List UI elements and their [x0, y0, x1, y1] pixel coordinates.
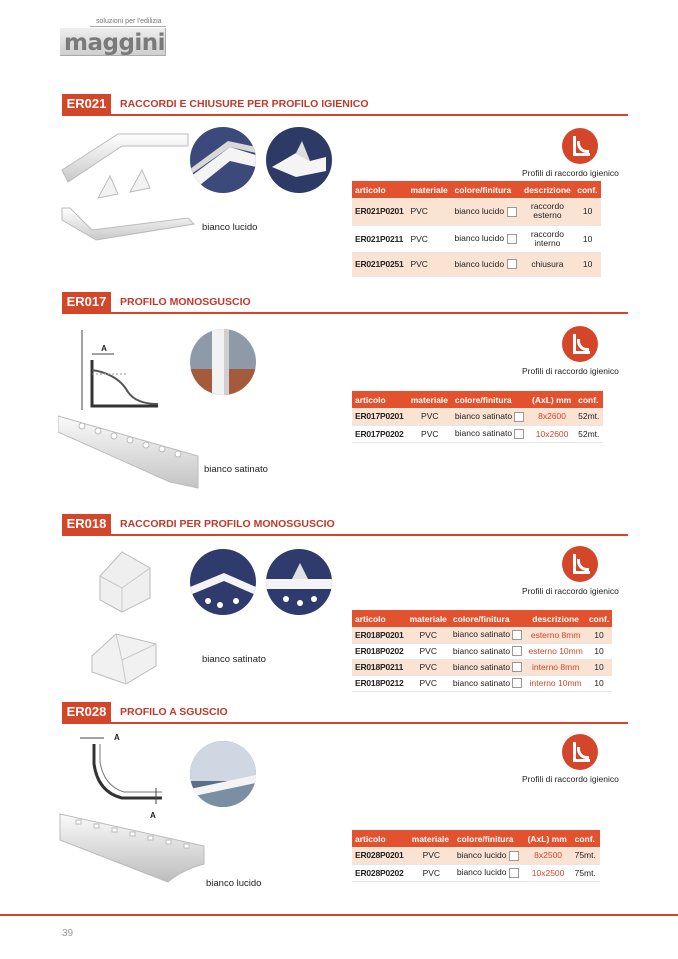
cell-colore — [454, 847, 525, 864]
cell-materiale: PVC — [407, 643, 450, 659]
cell-dimensioni: 8x2500 — [525, 847, 572, 864]
cell-materiale: PVC — [409, 864, 454, 881]
section-header-er018 — [62, 514, 628, 536]
cell-colore — [452, 425, 529, 442]
col-colore: colore/finitura — [454, 830, 525, 847]
col-articolo: articolo — [352, 181, 407, 198]
table-row — [352, 198, 601, 225]
cell-articolo: ER021P0211 — [352, 225, 407, 252]
color-swatch — [507, 234, 517, 244]
table-header — [352, 610, 612, 627]
cell-materiale: PVC — [407, 627, 450, 643]
table-header — [352, 391, 603, 408]
igienico-icon — [562, 128, 598, 164]
section-code: ER021 — [62, 94, 111, 114]
cell-conf: 10 — [574, 252, 601, 276]
color-swatch — [507, 259, 517, 269]
col-colore: colore/finitura — [450, 610, 526, 627]
er018-table — [352, 610, 612, 692]
er017-product-image — [58, 410, 204, 490]
color-swatch — [512, 678, 522, 688]
er021-finish-label: bianco lucido — [202, 222, 258, 233]
er018-photo-1 — [190, 549, 256, 615]
er017-photo — [190, 329, 256, 395]
igienico-label: Profili di raccordo igienico — [522, 168, 619, 178]
section-title: RACCORDI E CHIUSURE PER PROFILO IGIENICO — [120, 98, 369, 110]
cell-dimensioni: 10x2500 — [525, 864, 572, 881]
cell-colore — [450, 675, 526, 691]
cell-colore — [454, 864, 525, 881]
cell-colore-text: bianco satinato — [452, 629, 511, 640]
er028-finish-label: bianco lucido — [206, 878, 262, 889]
table-row — [352, 425, 603, 442]
cell-descrizione: esterno 8mm — [525, 627, 585, 643]
igienico-icon — [562, 546, 598, 582]
table-header — [352, 830, 600, 847]
cell-colore-text: bianco satinato — [452, 677, 511, 688]
desc-line-1: raccordo — [530, 228, 564, 239]
col-descrizione: descrizione — [521, 181, 575, 198]
section-rule — [62, 722, 628, 724]
cell-colore — [450, 627, 526, 643]
cell-colore-text: bianco lucido — [456, 867, 507, 878]
section-code: ER018 — [62, 514, 111, 534]
col-colore: colore/finitura — [452, 181, 521, 198]
cell-colore-text: bianco satinato — [454, 428, 513, 439]
color-swatch — [509, 851, 519, 861]
table-row — [352, 675, 612, 691]
table-header — [352, 181, 601, 198]
cell-articolo: ER021P0251 — [352, 252, 407, 276]
cell-colore-text: bianco satinato — [452, 645, 511, 656]
col-conf: conf. — [574, 181, 601, 198]
igienico-icon — [562, 734, 598, 770]
brand-tagline: soluzioni per l'edilizia — [96, 18, 162, 25]
cell-articolo: ER018P0202 — [352, 643, 407, 659]
color-swatch — [512, 630, 522, 640]
col-articolo: articolo — [352, 391, 408, 408]
section-title: RACCORDI PER PROFILO MONOSGUSCIO — [120, 518, 335, 530]
cell-articolo: ER018P0201 — [352, 627, 407, 643]
table-row — [352, 659, 612, 675]
section-rule — [62, 534, 628, 536]
cell-conf: 10 — [586, 659, 612, 675]
er017-section-diagram — [78, 330, 168, 415]
cell-colore-text: bianco lucido — [454, 258, 505, 269]
dimension-label-top: A — [114, 733, 120, 742]
section-header-er021 — [62, 94, 628, 116]
cell-conf: 52mt. — [575, 408, 603, 425]
cell-materiale: PVC — [408, 408, 452, 425]
cell-articolo: ER018P0211 — [352, 659, 407, 675]
section-title: PROFILO MONOSGUSCIO — [120, 296, 251, 308]
col-articolo: articolo — [352, 830, 409, 847]
er018-finish-label: bianco satinato — [202, 654, 266, 665]
page-number: 39 — [62, 928, 74, 939]
cell-conf: 75mt. — [572, 847, 600, 864]
cell-materiale: PVC — [409, 847, 454, 864]
cell-conf: 10 — [586, 675, 612, 691]
cell-articolo: ER018P0212 — [352, 675, 407, 691]
col-conf: conf. — [586, 610, 612, 627]
cell-articolo: ER028P0202 — [352, 864, 409, 881]
section-title: PROFILO A SGUSCIO — [120, 706, 228, 718]
cell-materiale: PVC — [408, 425, 452, 442]
er018-corner-internal — [86, 626, 166, 688]
er017-table — [352, 391, 603, 443]
cell-colore — [452, 225, 521, 252]
cell-descrizione — [521, 198, 575, 225]
cell-colore — [452, 408, 529, 425]
col-materiale: materiale — [407, 610, 450, 627]
section-header-er028 — [62, 702, 628, 724]
cell-conf: 10 — [574, 225, 601, 252]
cell-conf: 75mt. — [572, 864, 600, 881]
col-materiale: materiale — [408, 391, 452, 408]
col-dimensioni: (AxL) mm — [529, 391, 575, 408]
cell-articolo: ER017P0202 — [352, 425, 408, 442]
table-row — [352, 864, 600, 881]
col-dimensioni: (AxL) mm — [525, 830, 572, 847]
cell-materiale: PVC — [407, 675, 450, 691]
er021-product-image — [58, 124, 198, 242]
color-swatch — [514, 429, 524, 439]
cell-colore-text: bianco lucido — [454, 233, 505, 244]
cell-descrizione: interno 10mm — [525, 675, 585, 691]
section-rule — [62, 114, 628, 116]
er028-photo — [190, 741, 256, 807]
cell-descrizione: interno 8mm — [525, 659, 585, 675]
col-conf: conf. — [572, 830, 600, 847]
cell-colore — [450, 643, 526, 659]
cell-colore-text: bianco lucido — [456, 849, 507, 860]
dimension-label-side: A — [150, 811, 156, 820]
section-code: ER017 — [62, 292, 111, 312]
cell-colore-text: bianco satinato — [454, 410, 513, 421]
er021-table — [352, 181, 601, 277]
table-row — [352, 408, 603, 425]
er021-photo-1 — [190, 127, 256, 193]
cell-conf: 52mt. — [575, 425, 603, 442]
color-swatch — [512, 646, 522, 656]
cell-conf: 10 — [574, 198, 601, 225]
cell-articolo: ER017P0201 — [352, 408, 408, 425]
col-articolo: articolo — [352, 610, 407, 627]
desc-line-2: esterno — [533, 210, 562, 221]
desc-line-1: raccordo — [530, 201, 564, 212]
table-row — [352, 225, 601, 252]
section-rule — [62, 312, 628, 314]
cell-articolo: ER028P0201 — [352, 847, 409, 864]
cell-articolo: ER021P0201 — [352, 198, 407, 225]
er018-photo-2 — [266, 549, 332, 615]
cell-dimensioni: 10x2600 — [529, 425, 575, 442]
igienico-label: Profili di raccordo igienico — [522, 774, 619, 784]
cell-dimensioni: 8x2600 — [529, 408, 575, 425]
cell-conf: 10 — [586, 643, 612, 659]
col-conf: conf. — [575, 391, 603, 408]
brand-name: maggini — [64, 30, 166, 56]
er018-corner-external — [92, 546, 160, 616]
cell-descrizione: esterno 10mm — [525, 643, 585, 659]
er021-photo-2 — [266, 127, 332, 193]
desc-line-2: interno — [534, 237, 561, 248]
cell-conf: 10 — [586, 627, 612, 643]
cell-descrizione: chiusura — [521, 252, 575, 276]
section-code: ER028 — [62, 702, 111, 722]
cell-materiale: PVC — [407, 252, 451, 276]
logo-divider — [90, 26, 166, 27]
dimension-label: A — [101, 344, 107, 353]
cell-materiale: PVC — [407, 225, 451, 252]
table-row — [352, 643, 612, 659]
er028-table — [352, 830, 600, 882]
cell-colore-text: bianco satinato — [452, 661, 511, 672]
cell-colore — [452, 198, 521, 225]
col-materiale: materiale — [409, 830, 454, 847]
cell-colore — [450, 659, 526, 675]
col-descrizione: descrizione — [525, 610, 585, 627]
cell-colore-text: bianco lucido — [454, 205, 505, 216]
cell-colore — [452, 252, 521, 276]
er028-section-diagram — [78, 730, 168, 820]
er017-finish-label: bianco satinato — [204, 464, 268, 475]
igienico-icon — [562, 326, 598, 362]
cell-descrizione — [521, 225, 575, 252]
table-row — [352, 847, 600, 864]
color-swatch — [507, 207, 517, 217]
er028-product-image — [58, 810, 208, 888]
cell-materiale: PVC — [407, 659, 450, 675]
color-swatch — [509, 868, 519, 878]
table-row — [352, 627, 612, 643]
col-colore: colore/finitura — [452, 391, 529, 408]
color-swatch — [514, 412, 524, 422]
igienico-label: Profili di raccordo igienico — [522, 586, 619, 596]
color-swatch — [512, 662, 522, 672]
col-materiale: materiale — [407, 181, 451, 198]
section-header-er017 — [62, 292, 628, 314]
igienico-label: Profili di raccordo igienico — [522, 366, 619, 376]
footer-rule — [0, 914, 678, 916]
cell-materiale: PVC — [407, 198, 451, 225]
table-row — [352, 252, 601, 276]
